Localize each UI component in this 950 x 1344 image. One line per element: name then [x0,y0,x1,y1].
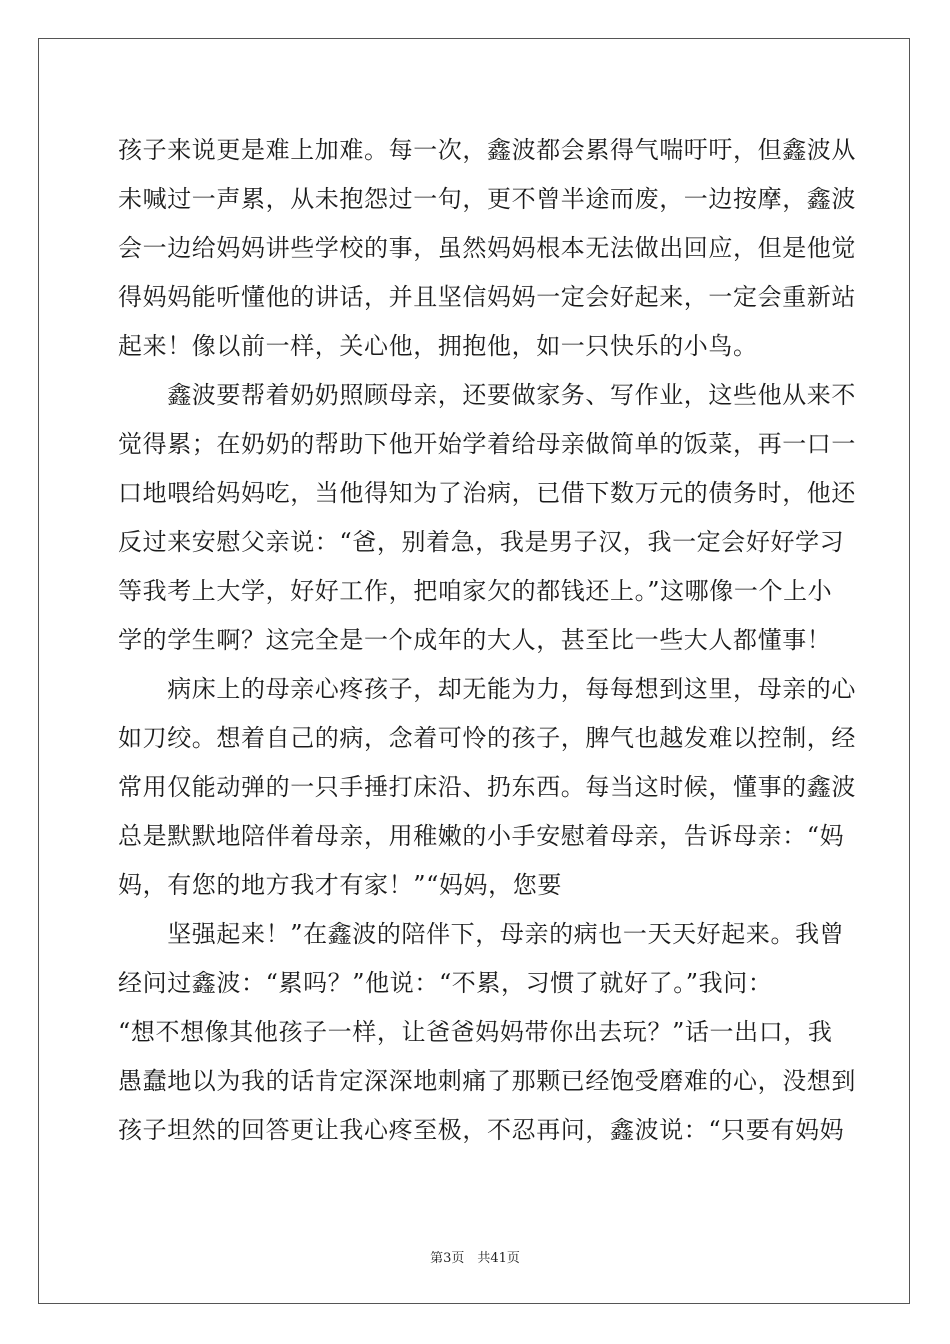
paragraph [118,371,856,665]
text-line: 愚蠢地以为我的话肯定深深地刺痛了那颗已经饱受磨难的心，没想到 [118,1067,856,1095]
text-line: 会一边给妈妈讲些学校的事，虽然妈妈根本无法做出回应，但是他觉 [118,234,856,262]
text-line: 未喊过一声累，从未抱怨过一句，更不曾半途而废，一边按摩，鑫波 [118,185,856,213]
page-footer: 第3页 共41页 [430,1251,520,1266]
text-line: “想不想像其他孩子一样，让爸爸妈妈带你出去玩？”话一出口，我 [118,1018,833,1046]
text-line: 得妈妈能听懂他的讲话，并且坚信妈妈一定会好起来，一定会重新站 [118,283,856,311]
text-line: 起来！像以前一样，关心他，拥抱他，如一只快乐的小鸟。 [118,332,758,360]
text-line: 学的学生啊？这完全是一个成年的大人，甚至比一些大人都懂事！ [118,626,832,654]
text-line: 等我考上大学，好好工作，把咱家欠的都钱还上。”这哪像一个上小 [118,577,833,605]
paragraph [118,126,856,371]
text-line: 经问过鑫波：“累吗？”他说：“不累，习惯了就好了。”我问： [118,969,773,997]
paragraph [118,910,856,1155]
text-line: 妈，有您的地方我才有家！”“妈妈，您要 [118,871,562,899]
text-line: 如刀绞。想着自己的病，念着可怜的孩子，脾气也越发难以控制，经 [118,724,856,752]
text-line: 鑫波要帮着奶奶照顾母亲，还要做家务、写作业，这些他从来不 [118,381,856,409]
text-line: 常用仅能动弹的一只手捶打床沿、扔东西。每当这时候，懂事的鑫波 [118,773,856,801]
text-line: 孩子坦然的回答更让我心疼至极，不忍再问，鑫波说：“只要有妈妈 [118,1116,845,1144]
text-line: 口地喂给妈妈吃，当他得知为了治病，已借下数万元的债务时，他还 [118,479,856,507]
text-line: 总是默默地陪伴着母亲，用稚嫩的小手安慰着母亲，告诉母亲：“妈 [118,822,845,850]
paragraph [118,665,856,910]
text-line: 觉得累；在奶奶的帮助下他开始学着给母亲做简单的饭菜，再一口一 [118,430,856,458]
document-body [118,126,856,1155]
text-line: 病床上的母亲心疼孩子，却无能为力，每每想到这里，母亲的心 [118,675,856,703]
text-line: 坚强起来！”在鑫波的陪伴下，母亲的病也一天天好起来。我曾 [118,920,845,948]
text-line: 反过来安慰父亲说：“爸，别着急，我是男子汉，我一定会好好学习 [118,528,845,556]
text-line: 孩子来说更是难上加难。每一次，鑫波都会累得气喘吁吁，但鑫波从 [118,136,856,164]
